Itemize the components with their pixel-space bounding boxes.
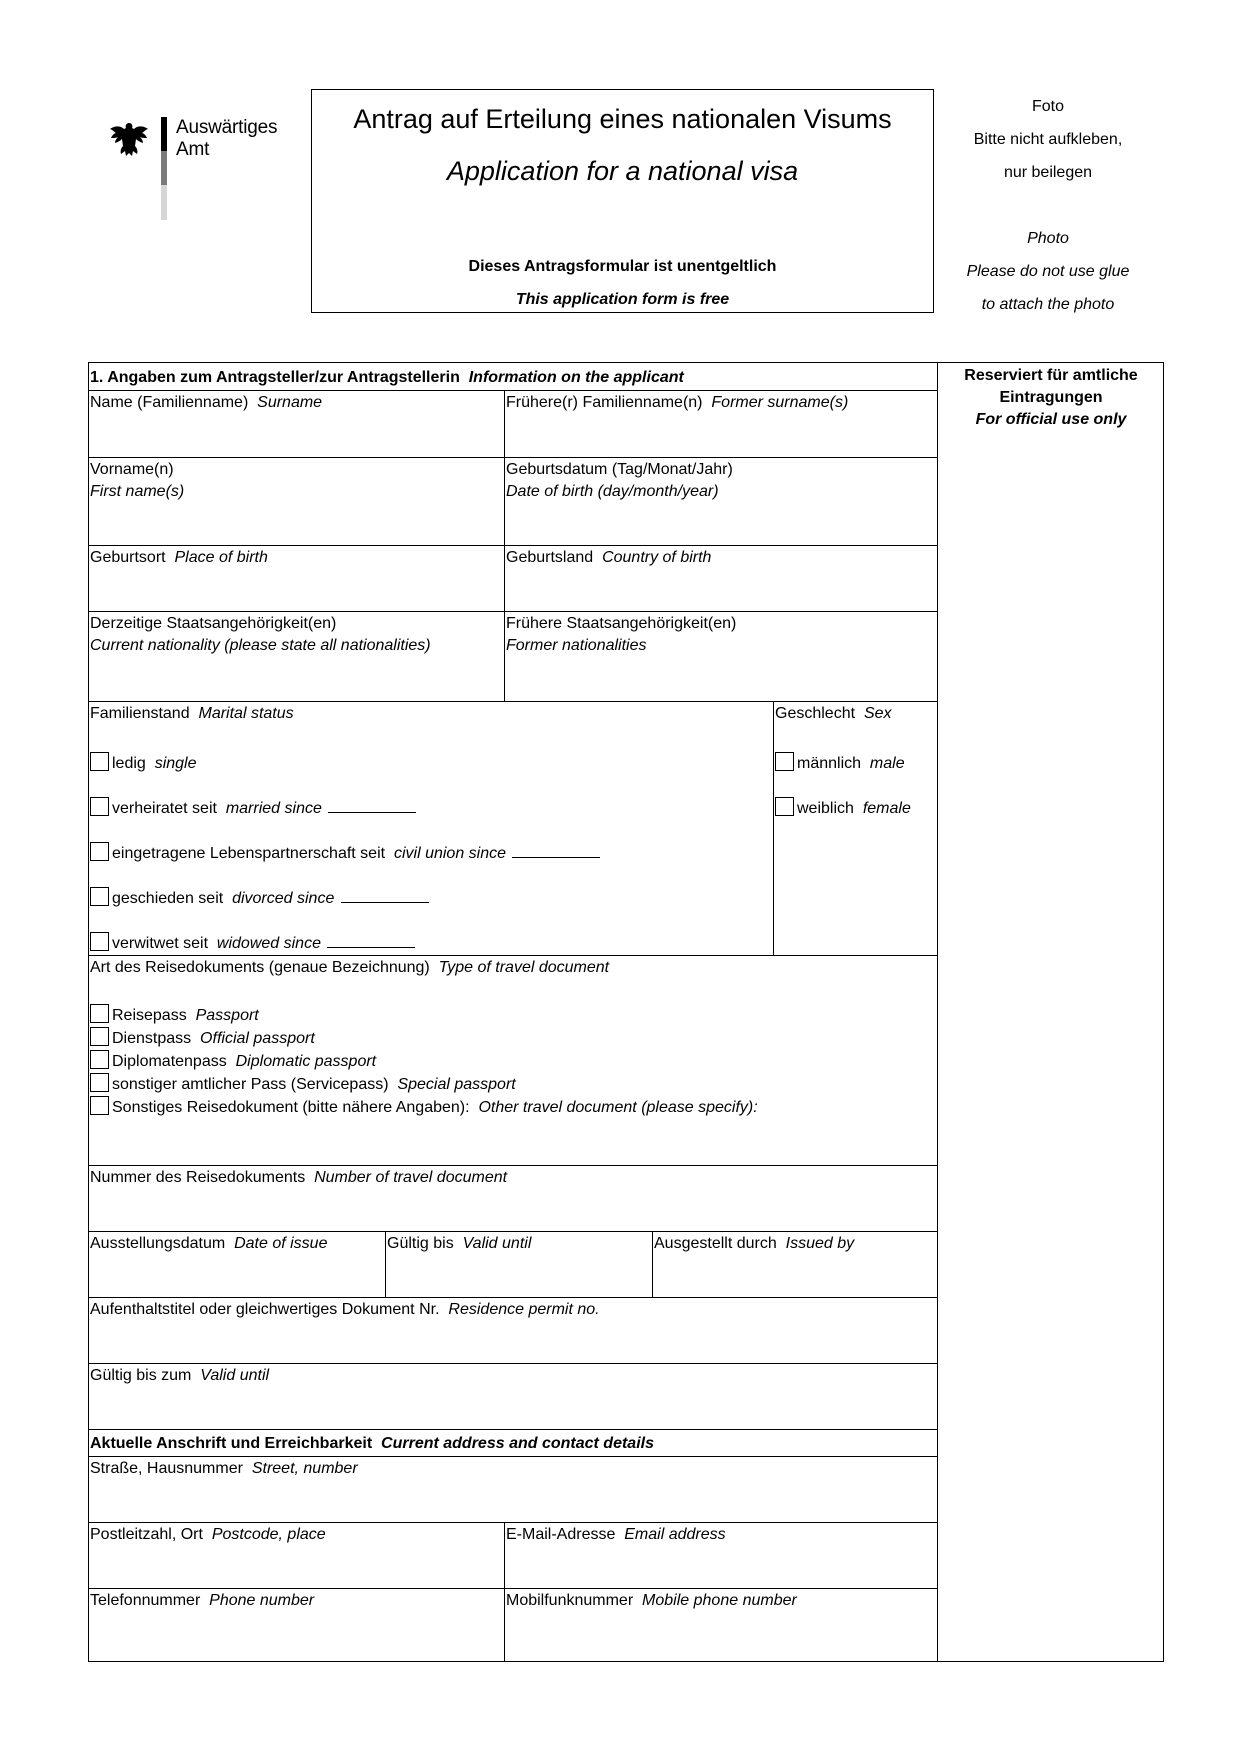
date-of-birth-field[interactable]: Geburtsdatum (Tag/Monat/Jahr) Date of birth (day/month/year) [506, 461, 733, 500]
doc-option-passport[interactable]: Reisepass Passport [90, 1004, 259, 1027]
agency-name: Auswärtiges Amt [176, 117, 278, 160]
checkbox[interactable] [90, 1004, 109, 1023]
sex-option-male[interactable]: männlich male [775, 752, 905, 775]
photo-area[interactable] [948, 90, 1148, 321]
sex-option-female[interactable]: weiblich female [775, 797, 911, 820]
official-use-en: For official use only [975, 411, 1127, 428]
doc-option-official-passport[interactable]: Dienstpass Official passport [90, 1027, 315, 1050]
checkbox[interactable] [90, 1050, 109, 1069]
official-use-header [939, 365, 1163, 431]
federal-eagle-icon [108, 120, 150, 160]
marital-status-label: Familienstand Marital status [90, 705, 294, 722]
checkbox[interactable] [90, 932, 109, 951]
permit-valid-until-field[interactable]: Gültig bis zum Valid until [90, 1367, 270, 1384]
date-blank[interactable] [327, 934, 415, 948]
photo-note-en-2: to attach the photo [981, 296, 1115, 313]
date-blank[interactable] [328, 799, 416, 813]
current-nationality-field[interactable]: Derzeitige Staatsangehörigkeit(en) Current nationality (please state all nationalities) [90, 615, 431, 654]
title-german: Antrag auf Erteilung eines nationalen Visums [353, 104, 892, 134]
marital-option-married[interactable]: verheiratet seit married since [90, 797, 416, 820]
surname-field[interactable]: Name (Familienname) Surname [90, 394, 323, 411]
street-field[interactable]: Straße, Hausnummer Street, number [90, 1460, 358, 1477]
flag-bar [161, 117, 167, 220]
title-english: Application for a national visa [446, 156, 799, 186]
checkbox[interactable] [775, 797, 794, 816]
travel-document-type-label: Art des Reisedokuments (genaue Bezeichnung) Type of travel document [90, 959, 610, 976]
checkbox[interactable] [90, 887, 109, 906]
sex-label: Geschlecht Sex [775, 705, 892, 722]
section-title: 1. Angaben zum Antragsteller/zur Antragstellerin Information on the applicant [90, 369, 684, 386]
postcode-field[interactable]: Postleitzahl, Ort Postcode, place [90, 1526, 326, 1543]
first-name-field[interactable]: Vorname(n) First name(s) [90, 461, 185, 500]
title-box [311, 89, 934, 313]
marital-option-divorced[interactable]: geschieden seit divorced since [90, 887, 429, 910]
checkbox[interactable] [90, 1073, 109, 1092]
checkbox[interactable] [90, 1096, 109, 1115]
agency-logo [108, 112, 308, 224]
checkbox[interactable] [90, 752, 109, 771]
official-column-divider [937, 363, 938, 1661]
marital-option-civil-union[interactable]: eingetragene Lebenspartnerschaft seit civil union since [90, 842, 600, 865]
residence-permit-field[interactable]: Aufenthaltstitel oder gleichwertiges Dokument Nr. Residence permit no. [90, 1301, 600, 1318]
checkbox[interactable] [90, 1027, 109, 1046]
date-blank[interactable] [341, 889, 429, 903]
former-surname-field[interactable]: Frühere(r) Familienname(n) Former surname(s) [506, 394, 849, 411]
country-of-birth-field[interactable]: Geburtsland Country of birth [506, 549, 712, 566]
issued-by-field[interactable]: Ausgestellt durch Issued by [654, 1235, 855, 1252]
doc-option-special-passport[interactable]: sonstiger amtlicher Pass (Servicepass) Special passport [90, 1073, 516, 1096]
photo-note-de-1: Bitte nicht aufkleben, [973, 131, 1123, 148]
photo-label-en: Photo [1027, 230, 1069, 247]
checkbox[interactable] [90, 797, 109, 816]
free-note-german: Dieses Antragsformular ist unentgeltlich [468, 258, 777, 275]
official-use-de: Reserviert für amtliche Eintragungen [964, 367, 1138, 406]
photo-label-de: Foto [1031, 98, 1064, 115]
phone-field[interactable]: Telefonnummer Phone number [90, 1592, 315, 1609]
checkbox[interactable] [775, 752, 794, 771]
date-of-issue-field[interactable]: Ausstellungsdatum Date of issue [90, 1235, 328, 1252]
email-field[interactable]: E-Mail-Adresse Email address [506, 1526, 726, 1543]
marital-option-widowed[interactable]: verwitwet seit widowed since [90, 932, 415, 955]
photo-note-en-1: Please do not use glue [966, 263, 1130, 280]
applicant-form [88, 362, 1164, 1662]
travel-document-number-field[interactable]: Nummer des Reisedokuments Number of travel document [90, 1169, 508, 1186]
mobile-field[interactable]: Mobilfunknummer Mobile phone number [506, 1592, 797, 1609]
date-blank[interactable] [512, 844, 600, 858]
free-note-english: This application form is free [515, 291, 730, 308]
photo-note-de-2: nur beilegen [1003, 164, 1093, 181]
place-of-birth-field[interactable]: Geburtsort Place of birth [90, 549, 268, 566]
doc-option-other[interactable]: Sonstiges Reisedokument (bitte nähere Angaben): Other travel document (please specify): [90, 1096, 758, 1119]
checkbox[interactable] [90, 842, 109, 861]
doc-option-diplomatic-passport[interactable]: Diplomatenpass Diplomatic passport [90, 1050, 376, 1073]
valid-until-field[interactable]: Gültig bis Valid until [387, 1235, 532, 1252]
former-nationality-field[interactable]: Frühere Staatsangehörigkeit(en) Former nationalities [506, 615, 737, 654]
contact-section-title: Aktuelle Anschrift und Erreichbarkeit Current address and contact details [90, 1435, 654, 1452]
marital-option-single[interactable]: ledig single [90, 752, 197, 775]
